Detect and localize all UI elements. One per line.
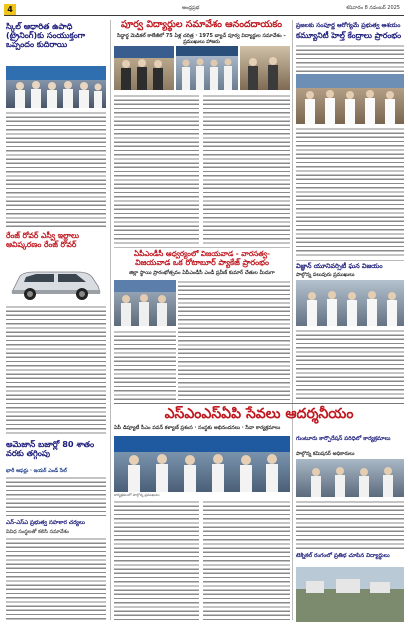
- smsap-subhead: ఏపీ డిప్యూటీ సీఎం పవన్ కళ్యాణ్ ప్రశంస · సంస్థకు అభినందనలు · సేవా కార్యక్రమాలు: [114, 425, 281, 431]
- article-text: [203, 500, 290, 622]
- people-group-image: [114, 280, 176, 326]
- headline-apmdc-2: విజయవాడ ఒక రోటాబూర్ ప్యాకేజ్ ప్రారంభం: [135, 258, 269, 267]
- article-text: [114, 500, 199, 622]
- car-image: [6, 262, 106, 302]
- article-text: [114, 94, 199, 244]
- headline-skill: స్కిల్ ఆధారిత ఉపాధి (ట్రైనింగ్)కు సంయుక్తంగా ఒప్పందం కుదిరాయి: [6, 22, 86, 50]
- headline-vignan: విజ్ఞాన్ యూనివర్సిటీ ఘన విజయం: [296, 262, 383, 270]
- photo-guntur: [296, 459, 404, 497]
- headline-nsa: ఎన్-ఎస్ఎ ప్రభుత్వ సహకార చర్యలు: [6, 520, 85, 526]
- people-group-image: [6, 66, 106, 108]
- photo-vignan: [296, 280, 404, 326]
- nsa-subhead: వివిధ సంస్థలతో కలిసి సమావేశం: [6, 529, 69, 535]
- article-text: [296, 329, 404, 401]
- photo-caption: కార్యక్రమంలో పాల్గొన్న ప్రముఖులు: [114, 493, 160, 497]
- health-kicker: ప్రజలకు సంపూర్ణ ఆరోగ్యమే ప్రభుత్వ ఆశయం: [296, 22, 401, 29]
- car-icon: [6, 262, 106, 302]
- issue-date: శనివారం 8 నవంబర్ 2025: [346, 5, 400, 11]
- photo-technical: [296, 567, 404, 622]
- people-group-image: [114, 436, 290, 492]
- alumni-subhead: సిద్ధార్థ మెడికల్ కాలేజీలో 75 ఏళ్ల చరిత్ర · 1975 బ్యాచ్ పూర్వ విద్యార్థుల సమావేశం – ప్రముఖులు హాజరు: [117, 33, 286, 45]
- headline-technical: టెక్నికల్ రంగంలో ప్రతిభ చూపిన విద్యార్థులు: [296, 553, 390, 559]
- photo-smsap: [114, 436, 290, 492]
- apmdc-subhead: జిల్లా స్థాయి ప్రారంభోత్సవం ఏపీఎండీసీ ఎండీ ప్రవీణ్ కుమార్ చేతుల మీదుగా: [129, 270, 275, 276]
- masthead: [4, 4, 404, 16]
- page-number: 4: [4, 4, 16, 15]
- landscape-image: [296, 567, 404, 622]
- headline-alumni: పూర్వ విద్యార్థుల సమావేశం ఆనందదాయకం: [120, 19, 283, 30]
- headline-apmdc-1: ఏపీఎండీసీ ఆధ్వర్యంలో విజయవాడ - వారసత్వ-: [134, 249, 270, 258]
- people-group-image: [176, 46, 238, 90]
- headline-smsap: ఎస్ఎంఎస్ఏపి సేవలు ఆదర్శనీయం: [164, 406, 354, 422]
- vignan-subhead: పాల్గొన్న పలువురు ప్రముఖులు: [296, 272, 355, 278]
- article-text: [296, 127, 404, 257]
- amazon-subhead: భారీ ఆఫర్లు · ఇయర్ ఎండ్ సేల్: [6, 468, 67, 474]
- people-group-image: [240, 46, 290, 90]
- article-text: [178, 280, 290, 400]
- article-text: [296, 44, 404, 72]
- section-rule: [114, 247, 290, 248]
- column-rule: [110, 20, 111, 620]
- article-text: [6, 111, 106, 229]
- article-text: [6, 537, 106, 622]
- headline-range-rover: రేంజ్ రోవర్ ఎస్వీ ఇల్లాలు ఆవిష్కరణం రేంజ్ రోవర్: [6, 231, 79, 249]
- photo-health: [296, 74, 404, 124]
- people-group-image: [296, 74, 404, 124]
- article-text: [6, 305, 106, 435]
- photo-alumni-2: [176, 46, 238, 90]
- photo-skill-event: [6, 66, 106, 108]
- section-rule: [114, 403, 404, 404]
- article-text: [203, 94, 290, 244]
- paper-name: ఆంధ్రప్రభ: [182, 5, 200, 11]
- article-text: [296, 500, 404, 550]
- headline-amazon: అమెజాన్ బజార్లో 80 శాతం వరకు తగ్గింపు: [6, 439, 95, 459]
- guntur-subhead: పాల్గొన్న కమిషనర్ అధికారులు: [296, 451, 355, 457]
- photo-alumni-3: [240, 46, 290, 90]
- column-rule: [292, 20, 293, 620]
- article-text: [6, 476, 106, 516]
- photo-apmdc: [114, 280, 176, 326]
- section-rule: [296, 260, 404, 261]
- headline-health: కమ్యూనిటీ హెల్త్ కేంద్రాలు ప్రారంభం: [296, 31, 402, 40]
- people-group-image: [296, 280, 404, 326]
- people-group-image: [296, 459, 404, 497]
- article-text: [114, 330, 176, 400]
- headline-guntur: గుంటూరు కార్పొరేషన్ పరిధిలో కార్యక్రమాలు: [296, 436, 391, 442]
- photo-alumni-1: [114, 46, 174, 90]
- people-group-image: [114, 46, 174, 90]
